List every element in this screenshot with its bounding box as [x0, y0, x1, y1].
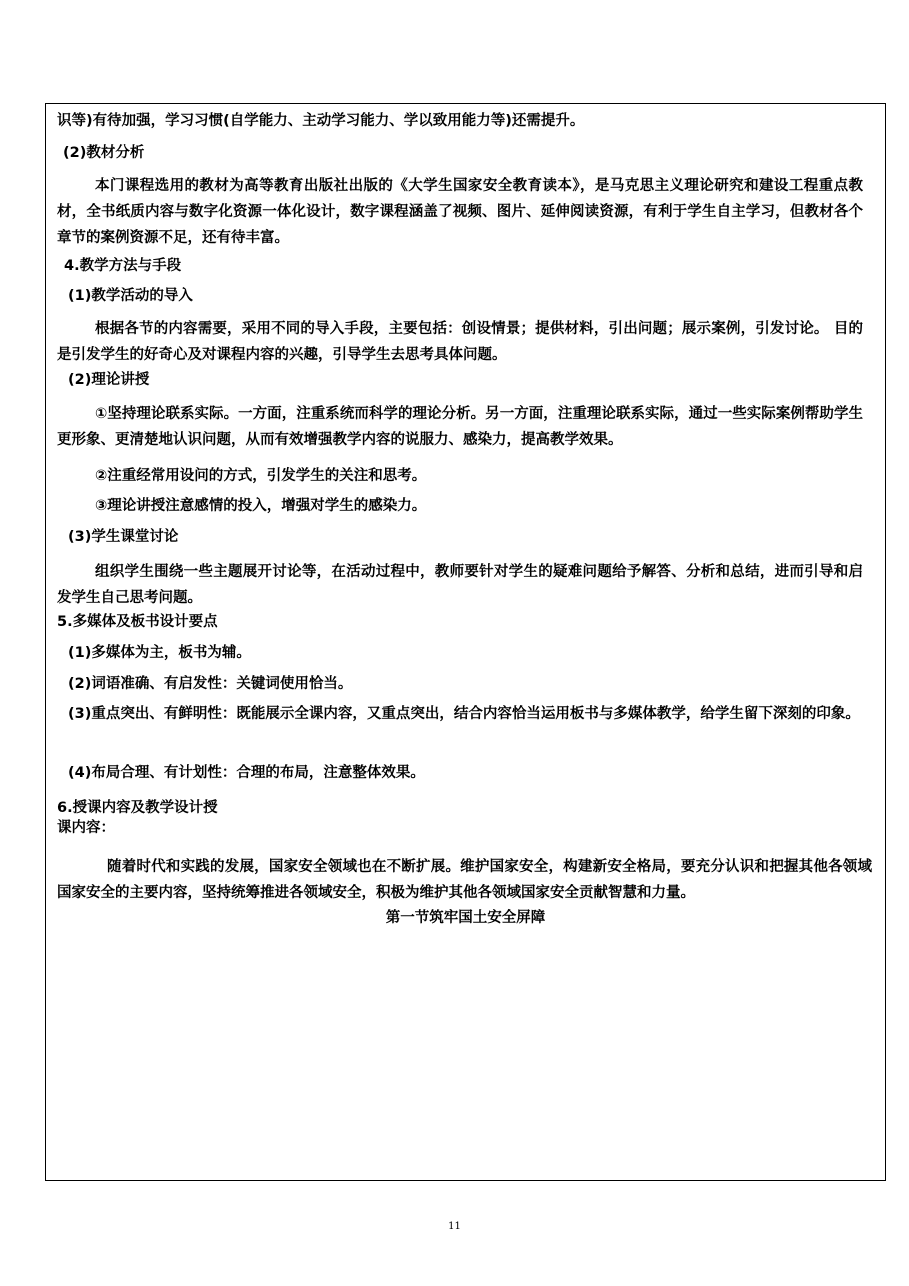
heading-course-content-line2: 课内容： [57, 820, 115, 836]
item-accurate-words: (2)词语准确、有启发性：关键词使用恰当。 [68, 676, 353, 692]
paragraph-course-content: 随着时代和实践的发展，国家安全领域也在不断扩展。维护国家安全，构建新安全格局，要充分认识和把握其他各领域国家安全的主要内容，坚持统筹推进各领域安全，积极为维护其他各领域国家安全贡献智慧和力量。 [57, 859, 872, 901]
paragraph-theory-practice: ①坚持理论联系实际。一方面，注重系统而科学的理论分析。另一方面，注重理论联系实际，通过一些实际案例帮助学生更形象、更清楚地认识问题，从而有效增强教学内容的说服力、感染力，提高教学效果。 [57, 406, 863, 448]
item-multimedia-main: (1)多媒体为主，板书为辅。 [68, 645, 251, 661]
section-title: 第一节筑牢国土安全屏障 [385, 910, 546, 926]
heading-multimedia-board: 5.多媒体及板书设计要点 [57, 614, 218, 630]
paragraph-questioning: ②注重经常用设问的方式，引发学生的关注和思考。 [95, 468, 427, 484]
paragraph-class-discussion: 组织学生围绕一些主题展开讨论等，在活动过程中，教师要针对学生的疑难问题给予解答、分析和总结，进而引导和启发学生自己思考问题。 [57, 564, 863, 606]
heading-class-discussion: (3)学生课堂讨论 [68, 529, 179, 545]
heading-theory-lecture: (2)理论讲授 [68, 372, 150, 388]
heading-teaching-methods: 4.教学方法与手段 [64, 258, 182, 274]
continued-line: 识等)有待加强，学习习惯(自学能力、主动学习能力、学以致用能力等)还需提升。 [57, 113, 585, 129]
heading-activity-intro: (1)教学活动的导入 [68, 288, 193, 304]
paragraph-emotion: ③理论讲授注意感情的投入，增强对学生的感染力。 [95, 498, 427, 514]
heading-course-content-line1: 6.授课内容及教学设计授 [57, 800, 218, 816]
item-key-points: (3)重点突出、有鲜明性：既能展示全课内容，又重点突出，结合内容恰当运用板书与多媒体教学，给学生留下深刻的印象。 [68, 706, 860, 722]
paragraph-activity-intro: 根据各节的内容需要，采用不同的导入手段，主要包括：创设情景；提供材料，引出问题；展示案例，引发讨论。 目的是引发学生的好奇心及对课程内容的兴趣，引导学生去思考具体问题。 [57, 321, 863, 363]
page-number: 11 [448, 1221, 461, 1232]
item-layout: (4)布局合理、有计划性：合理的布局，注意整体效果。 [68, 765, 425, 781]
paragraph-textbook-analysis: 本门课程选用的教材为高等教育出版社出版的《大学生国家安全教育读本》，是马克思主义理论研究和建设工程重点教材，全书纸质内容与数字化资源一体化设计，数字课程涵盖了视频、图片、延伸阅读资源，有利于学生自主学习，但教材各个章节的案例资源不足，还有待丰富。 [57, 178, 863, 246]
heading-textbook-analysis: (2)教材分析 [63, 145, 145, 161]
